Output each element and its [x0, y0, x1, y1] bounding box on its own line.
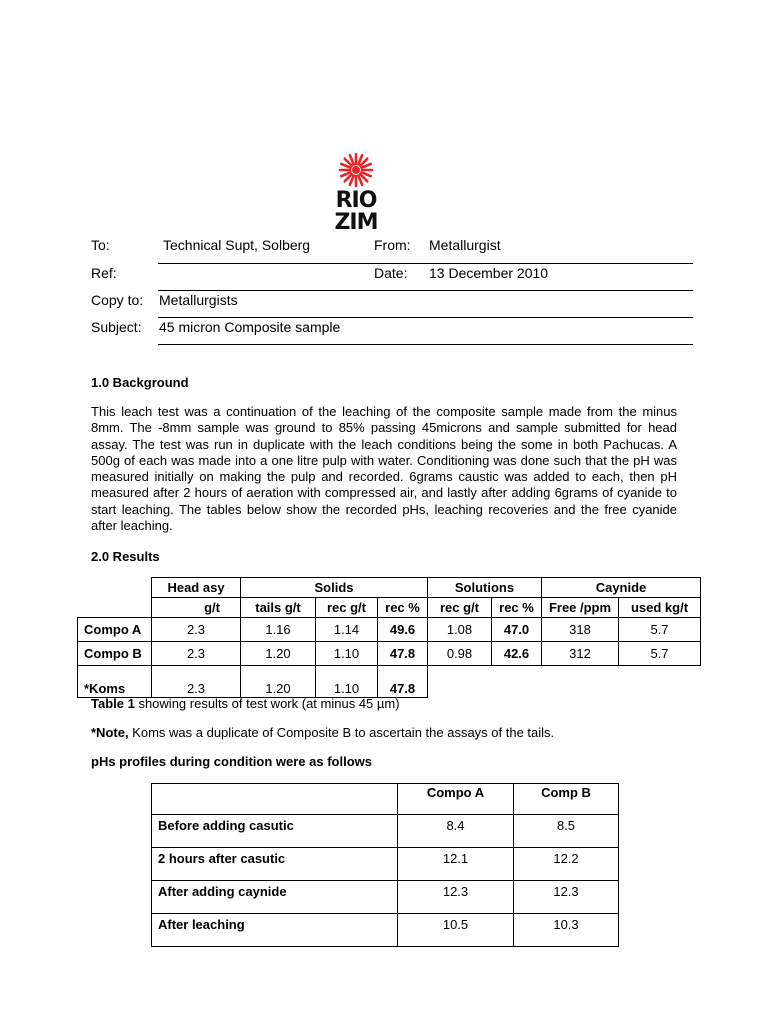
table-sub-header: rec g/t — [316, 598, 378, 618]
sun-emblem-icon — [327, 152, 385, 192]
table-row — [152, 881, 619, 914]
caption-text: showing results of test work (at minus 45 µm) — [134, 696, 400, 711]
table-sub-header: tails g/t — [241, 598, 316, 618]
table-cell: 42.6 — [492, 642, 542, 666]
table-cell: 5.7 — [619, 642, 701, 666]
background-paragraph: This leach test was a continuation of the leaching of the composite sample made from the minus 8mm. The -8mm sample was ground to 85% passing 45microns and sample submitted for head assay. The test was run in duplicate with the leach conditions being the some in both Pachucas. A 500g of each was made into a one litre pulp with water. Conditioning was done such that the pH was measured initially on making the pulp and recorded. 6grams caustic was added to each, then pH measured after 2 hours of aeration with compressed air, and lastly after adding 6grams of cyanide to start leaching. The tables below show the recorded pHs, leaching recoveries and the free cyanide after leaching. — [91, 404, 677, 534]
table-cell: 318 — [542, 618, 619, 642]
table-row — [78, 642, 701, 666]
memo-rule — [158, 290, 693, 291]
row-label: After adding caynide — [152, 881, 398, 914]
table-cell: 2.3 — [152, 642, 241, 666]
note — [91, 725, 554, 740]
table-cell: 8.5 — [514, 815, 619, 848]
table-cell: 12.1 — [398, 848, 514, 881]
table-cell: 1.20 — [241, 666, 316, 698]
table-header: Comp B — [514, 784, 619, 815]
table-header: Compo A — [398, 784, 514, 815]
date-label: Date: — [374, 265, 408, 281]
table-corner — [78, 578, 152, 598]
caption-label: Table 1 — [91, 696, 135, 711]
table-empty-cell — [428, 666, 492, 698]
table-cell: 5.7 — [619, 618, 701, 642]
row-label: Compo B — [78, 642, 152, 666]
table-cell: 10.5 — [398, 914, 514, 947]
table-cell: 2.3 — [152, 618, 241, 642]
subject-label: Subject: — [91, 319, 142, 335]
table-header — [152, 784, 398, 815]
note-label: *Note, — [91, 725, 129, 740]
table-group-header: Solids — [241, 578, 428, 598]
table-cell: 1.16 — [241, 618, 316, 642]
ref-label: Ref: — [91, 265, 117, 281]
table-row — [152, 848, 619, 881]
section-heading-background: 1.0 Background — [91, 375, 189, 390]
table-cell: 1.10 — [316, 642, 378, 666]
table-row — [152, 815, 619, 848]
from-label: From: — [374, 237, 411, 253]
table-cell: 1.08 — [428, 618, 492, 642]
table-empty-cell — [542, 666, 619, 698]
table-group-header: Caynide — [542, 578, 701, 598]
table-cell: 12.3 — [398, 881, 514, 914]
table-row — [152, 784, 619, 815]
table-cell: 0.98 — [428, 642, 492, 666]
memo-rule — [158, 263, 693, 264]
table-empty-cell — [619, 666, 701, 698]
table-sub-header: rec % — [492, 598, 542, 618]
table-sub-header: rec g/t — [428, 598, 492, 618]
date-value: 13 December 2010 — [429, 265, 549, 281]
table-row — [78, 618, 701, 642]
copy-to-value: Metallurgists — [159, 292, 238, 308]
table-cell: 8.4 — [398, 815, 514, 848]
table-caption — [91, 696, 400, 711]
table-cell: 1.20 — [241, 642, 316, 666]
table-cell: 49.6 — [378, 618, 428, 642]
table-sub-header: rec % — [378, 598, 428, 618]
table-corner — [78, 598, 152, 618]
results-table — [77, 577, 701, 698]
table-cell: 47.0 — [492, 618, 542, 642]
ph-table — [151, 783, 619, 947]
table-cell: 1.10 — [316, 666, 378, 698]
table-cell: 1.14 — [316, 618, 378, 642]
row-label: Compo A — [78, 618, 152, 642]
table-sub-header: Free /ppm — [542, 598, 619, 618]
memo-rule — [158, 344, 693, 345]
row-label: Before adding casutic — [152, 815, 398, 848]
section-heading-results: 2.0 Results — [91, 549, 160, 564]
note-text: Koms was a duplicate of Composite B to ascertain the assays of the tails. — [128, 725, 555, 740]
table-sub-header: used kg/t — [619, 598, 701, 618]
table-cell: 10.3 — [514, 914, 619, 947]
to-label: To: — [91, 237, 110, 253]
table-row — [78, 666, 701, 698]
ph-heading: pHs profiles during condition were as follows — [91, 754, 372, 769]
row-label: After leaching — [152, 914, 398, 947]
table-empty-cell — [492, 666, 542, 698]
row-label: *Koms — [78, 666, 152, 698]
table-group-header: Head asy — [152, 578, 241, 598]
table-cell: 47.8 — [378, 666, 428, 698]
table-cell: 2.3 — [152, 666, 241, 698]
riozim-logo — [327, 152, 385, 236]
logo-text-line1: RIO — [335, 188, 377, 213]
table-cell: 47.8 — [378, 642, 428, 666]
from-value: Metallurgist — [429, 237, 501, 253]
table-row — [152, 914, 619, 947]
table-cell: 12.3 — [514, 881, 619, 914]
subject-value: 45 micron Composite sample — [159, 319, 341, 335]
row-label: 2 hours after casutic — [152, 848, 398, 881]
table-cell: 12.2 — [514, 848, 619, 881]
table-cell: 312 — [542, 642, 619, 666]
copy-to-label: Copy to: — [91, 292, 144, 308]
table-group-header: Solutions — [428, 578, 542, 598]
table-sub-header: g/t — [152, 598, 241, 618]
memo-rule — [158, 317, 693, 318]
to-value: Technical Supt, Solberg — [163, 237, 311, 253]
logo-text-line2: ZIM — [334, 210, 378, 235]
